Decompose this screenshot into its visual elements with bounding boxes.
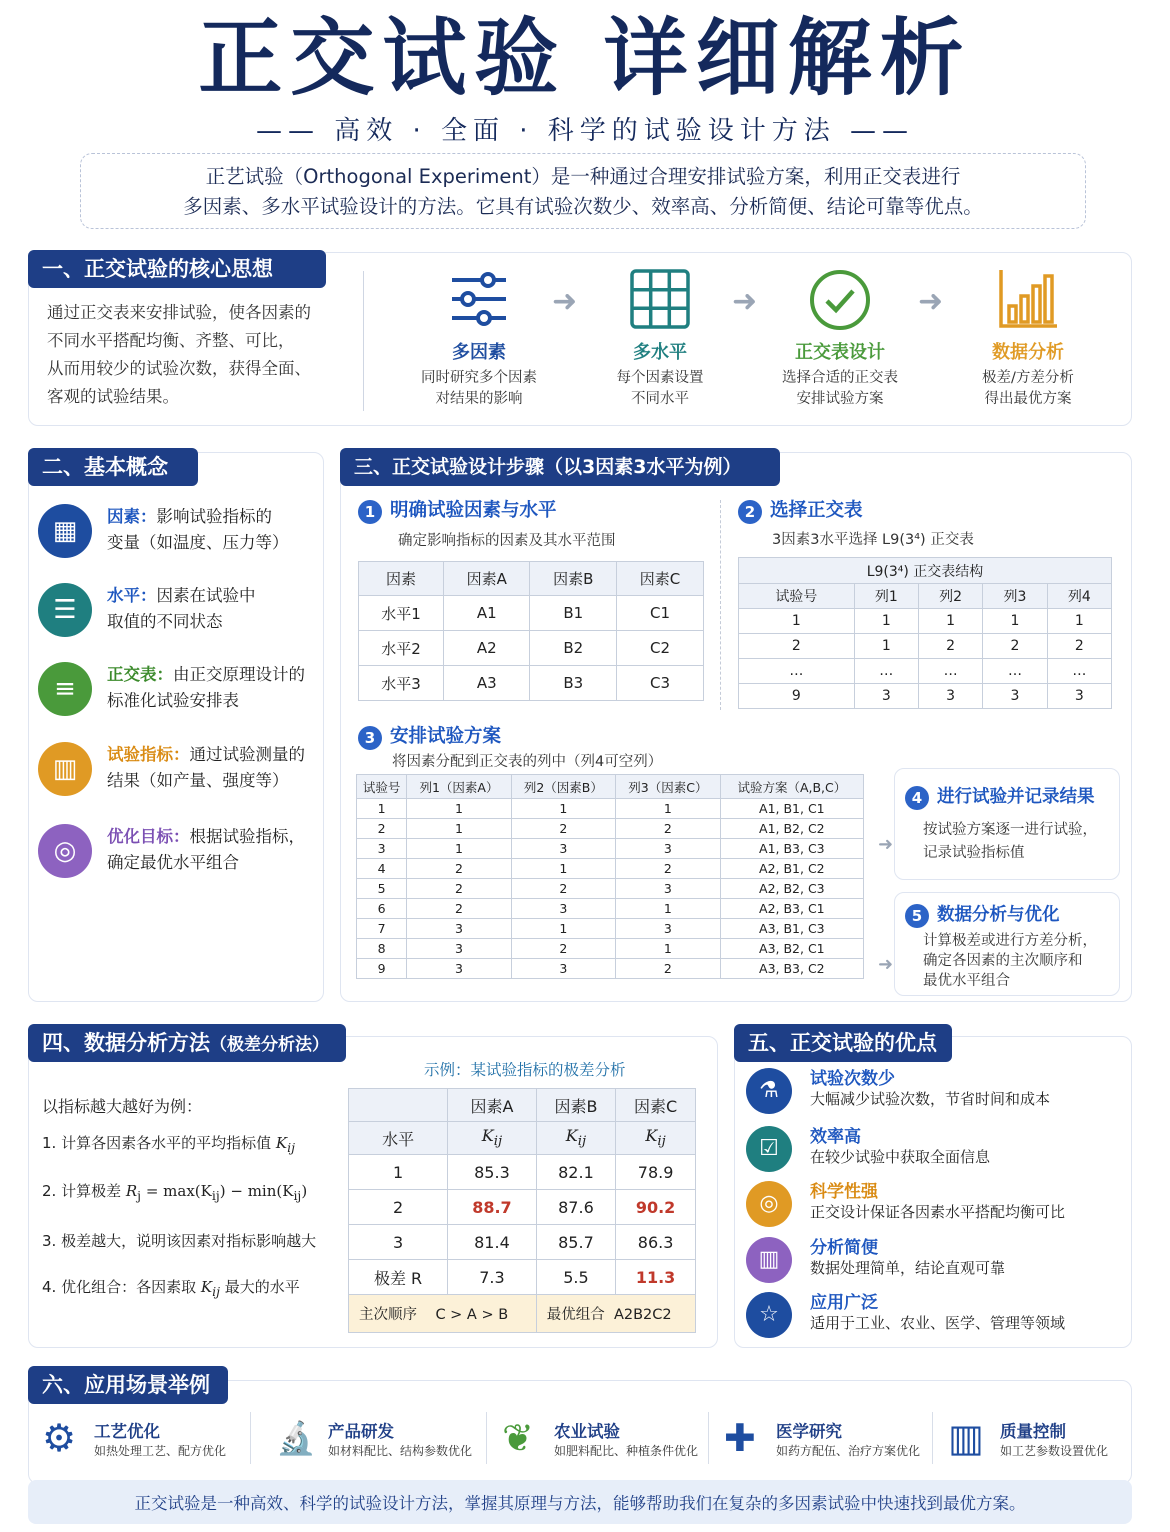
table-caption: L9(3⁴) 正交表结构 bbox=[739, 558, 1112, 584]
table-cell: A2, B3, C1 bbox=[720, 899, 863, 919]
math-symbol: R bbox=[125, 1182, 138, 1200]
table-cell: 2 bbox=[407, 879, 511, 899]
analysis-step-2: 2. 计算极差 $R_j = \max(K_{ij}) - \min(K_{ij})$ bbox=[42, 1182, 308, 1203]
table-cell: 1 bbox=[407, 819, 511, 839]
intro-box bbox=[80, 153, 1086, 229]
section-advantages bbox=[734, 1036, 1132, 1348]
section-heading bbox=[28, 1024, 346, 1062]
step-title: 明确试验因素与水平 bbox=[390, 500, 557, 521]
table-header: 列2 bbox=[918, 584, 982, 609]
table-cell-highlight: 88.7 bbox=[448, 1190, 537, 1225]
table-cell: 8 bbox=[357, 939, 407, 959]
table-cell: A2, B2, C3 bbox=[720, 879, 863, 899]
flow-step-desc: 对结果的影响 bbox=[435, 391, 523, 407]
application-medical bbox=[724, 1412, 924, 1472]
table-summary-row bbox=[349, 1295, 696, 1333]
concept-text: 取值的不同状态 bbox=[107, 612, 223, 631]
table-header: 因素C bbox=[617, 562, 704, 596]
list-icon: ≡ bbox=[38, 662, 92, 716]
table-cell: 3 bbox=[854, 684, 918, 709]
analysis-step-4 bbox=[42, 1276, 300, 1299]
table-cell: 2 bbox=[983, 634, 1047, 659]
gear-icon: ⚙ bbox=[42, 1416, 77, 1460]
section-heading: 六、应用场景举例 bbox=[28, 1366, 228, 1404]
advantage-desc: 数据处理简单，结论直观可靠 bbox=[810, 1259, 1006, 1277]
table-cell: 3 bbox=[616, 879, 721, 899]
math-subscript: ij bbox=[287, 1140, 295, 1155]
summary-value: C > A > B bbox=[435, 1307, 509, 1323]
table-row bbox=[359, 631, 704, 666]
math-symbol: K bbox=[200, 1278, 213, 1296]
concept-text: 标准化试验安排表 bbox=[107, 691, 239, 710]
step-desc: 确定影响指标的因素及其水平范围 bbox=[398, 533, 616, 549]
step4-card bbox=[894, 768, 1120, 880]
concept-key: 试验指标： bbox=[107, 745, 190, 764]
divider bbox=[250, 1412, 251, 1464]
table-cell: 3 bbox=[407, 959, 511, 979]
advantage-desc: 在较少试验中获取全面信息 bbox=[810, 1148, 991, 1166]
table-cell: 1 bbox=[616, 899, 721, 919]
core-idea-line: 不同水平搭配均衡、齐整、可比， bbox=[47, 331, 295, 350]
section-heading-text: 四、数据分析方法 bbox=[42, 1031, 210, 1055]
arrow-icon: ➜ bbox=[732, 284, 758, 319]
math-subscript: j bbox=[137, 1188, 142, 1203]
microscope-icon: 🔬 bbox=[276, 1419, 316, 1457]
advantage-desc: 适用于工业、农业、医学、管理等领域 bbox=[810, 1314, 1066, 1332]
flow-step-label: 多因素 bbox=[452, 342, 506, 363]
concept-text: 由正交原理设计的 bbox=[173, 665, 305, 684]
medical-kit-icon: ✚ bbox=[724, 1416, 756, 1460]
divider bbox=[720, 500, 721, 710]
arrow-icon: ➜ bbox=[918, 284, 944, 319]
table-cell: 极差 R bbox=[349, 1260, 448, 1295]
table-cell: 2 bbox=[918, 634, 982, 659]
plant-icon: ❦ bbox=[502, 1416, 534, 1460]
divider bbox=[932, 1412, 933, 1464]
analysis-step-text: 最大的水平 bbox=[224, 1278, 300, 1296]
analysis-step-text: 4. 优化组合：各因素取 bbox=[42, 1278, 197, 1296]
table-row bbox=[357, 839, 864, 859]
concept-orthogonal-table bbox=[38, 662, 323, 722]
step-desc: 计算极差或进行方差分析， bbox=[923, 933, 1097, 949]
table-row bbox=[357, 959, 864, 979]
table-cell: C1 bbox=[617, 596, 704, 631]
advantage-title: 试验次数少 bbox=[810, 1069, 895, 1089]
table-cell: 3 bbox=[511, 839, 615, 859]
table-cell: … bbox=[1047, 659, 1111, 684]
table-cell: 1 bbox=[349, 1155, 448, 1190]
star-icon: ☆ bbox=[746, 1292, 792, 1338]
table-row bbox=[359, 666, 704, 701]
flow-step-desc: 不同水平 bbox=[631, 391, 689, 407]
flow-step-orthogonal-design bbox=[755, 268, 925, 410]
core-idea-line: 从而用较少的试验次数，获得全面、 bbox=[47, 359, 311, 378]
table-header: 试验号 bbox=[739, 584, 855, 609]
table-cell: 3 bbox=[1047, 684, 1111, 709]
step-desc: 按试验方案逐一进行试验， bbox=[923, 822, 1097, 838]
concept-key: 正交表： bbox=[107, 665, 173, 684]
application-desc: 如药方配伍、治疗方案优化 bbox=[776, 1444, 921, 1458]
application-desc: 如工艺参数设置优化 bbox=[1000, 1444, 1109, 1458]
flow-step-label: 数据分析 bbox=[992, 342, 1064, 363]
experiment-plan-table bbox=[356, 774, 864, 979]
table-header bbox=[349, 1089, 448, 1122]
table-cell: A3, B3, C2 bbox=[720, 959, 863, 979]
target-icon: ◎ bbox=[38, 824, 92, 878]
application-title: 质量控制 bbox=[1000, 1422, 1066, 1441]
table-cell: 87.6 bbox=[536, 1190, 615, 1225]
table-cell: A3, B2, C1 bbox=[720, 939, 863, 959]
table-row bbox=[349, 1260, 696, 1295]
application-title: 医学研究 bbox=[776, 1422, 842, 1441]
analysis-step-text: 1. 计算各因素各水平的平均指标值 bbox=[42, 1134, 272, 1152]
table-cell: 86.3 bbox=[616, 1225, 696, 1260]
table-row bbox=[739, 684, 1112, 709]
arrow-icon: ➜ bbox=[878, 834, 894, 855]
section-heading: 二、基本概念 bbox=[28, 448, 198, 486]
table-header: 列2（因素B） bbox=[511, 775, 615, 799]
table-cell: A1, B1, C1 bbox=[720, 799, 863, 819]
intro-line-1: 正艺试验（Orthogonal Experiment）是一种通过合理安排试验方案，利用正交表进行 bbox=[205, 165, 961, 188]
math-text: = max(K bbox=[141, 1182, 212, 1200]
range-analysis-table: 因素A 因素B 因素C 水平 $K_{ij}$ $K_{ij}$ $K_{ij}$ 1 85.3 82.1 78.9 2 88.7 87.6 90.2 3 81.4 85.7 86.3 极差 R 7.3 5.5 11.3 主次顺序 C > A > B 最优组合 A2B2C2 bbox=[348, 1088, 696, 1333]
table-cell: 7 bbox=[357, 919, 407, 939]
table-cell: 3 bbox=[407, 939, 511, 959]
table-cell: 85.3 bbox=[448, 1155, 537, 1190]
table-header: 列3（因素C） bbox=[616, 775, 721, 799]
divider bbox=[363, 271, 364, 411]
concept-text: 影响试验指标的 bbox=[156, 507, 272, 526]
arrow-icon: ➜ bbox=[878, 954, 894, 975]
step-title: 数据分析与优化 bbox=[937, 905, 1060, 925]
flow-step-desc: 极差/方差分析 bbox=[982, 370, 1074, 386]
table-cell: 1 bbox=[854, 634, 918, 659]
table-cell: 2 bbox=[407, 899, 511, 919]
table-cell: … bbox=[918, 659, 982, 684]
table-cell: 2 bbox=[511, 879, 615, 899]
table-cell: C2 bbox=[617, 631, 704, 666]
level-icon: ☰ bbox=[38, 583, 92, 637]
application-desc: 如材料配比、结构参数优化 bbox=[328, 1444, 473, 1458]
analysis-step-3: 3. 极差越大，说明该因素对指标影响越大 bbox=[42, 1232, 317, 1250]
table-cell: … bbox=[854, 659, 918, 684]
sliders-icon bbox=[394, 268, 564, 334]
table-cell: 2 bbox=[739, 634, 855, 659]
flow-step-multi-factor bbox=[394, 268, 564, 410]
table-cell: 3 bbox=[407, 919, 511, 939]
table-header: 水平 bbox=[349, 1122, 448, 1155]
step-desc: 将因素分配到正交表的列中（列4可空列） bbox=[392, 754, 663, 770]
table-cell: B1 bbox=[530, 596, 617, 631]
concept-text: 确定最优水平组合 bbox=[107, 853, 239, 872]
table-row bbox=[357, 919, 864, 939]
table-cell: … bbox=[983, 659, 1047, 684]
table-cell: 9 bbox=[739, 684, 855, 709]
table-cell: 水平2 bbox=[359, 631, 444, 666]
table-row bbox=[739, 609, 1112, 634]
table-cell: 3 bbox=[357, 839, 407, 859]
page-subtitle: —— 高效 · 全面 · 科学的试验设计方法 —— bbox=[255, 116, 915, 146]
table-cell: 1 bbox=[1047, 609, 1111, 634]
application-title: 产品研发 bbox=[328, 1422, 394, 1441]
flow-step-desc: 安排试验方案 bbox=[796, 391, 884, 407]
application-desc: 如肥料配比、种植条件优化 bbox=[554, 1444, 699, 1458]
table-cell: 2 bbox=[407, 859, 511, 879]
table-cell: 9 bbox=[357, 959, 407, 979]
table-cell: 2 bbox=[616, 819, 721, 839]
chart-icon: ▥ bbox=[38, 742, 92, 796]
application-title: 农业试验 bbox=[554, 1422, 620, 1441]
concept-text: 通过试验测量的 bbox=[189, 745, 305, 764]
bar-chart-icon bbox=[943, 268, 1113, 334]
flow-step-multi-level bbox=[575, 268, 745, 410]
flow-step-desc: 选择合适的正交表 bbox=[782, 370, 898, 386]
table-cell: 1 bbox=[511, 799, 615, 819]
table-cell: 3 bbox=[511, 899, 615, 919]
analysis-lead: 以指标越大越好为例： bbox=[42, 1097, 203, 1116]
application-desc: 如热处理工艺、配方优化 bbox=[94, 1444, 227, 1458]
table-cell: 1 bbox=[983, 609, 1047, 634]
concept-level bbox=[38, 583, 323, 643]
arrow-icon: ➜ bbox=[552, 284, 578, 319]
section-heading: 五、正交试验的优点 bbox=[734, 1024, 952, 1062]
core-idea-line: 客观的试验结果。 bbox=[47, 387, 179, 406]
table-cell: 3 bbox=[983, 684, 1047, 709]
application-product-development bbox=[276, 1412, 476, 1472]
step-desc: 3因素3水平选择 L9(3⁴) 正交表 bbox=[772, 532, 974, 548]
checkbox-icon: ☑ bbox=[746, 1126, 792, 1172]
concept-key: 水平： bbox=[107, 586, 157, 605]
table-cell: 2 bbox=[349, 1190, 448, 1225]
table-cell: 1 bbox=[616, 939, 721, 959]
example-title: 示例：某试验指标的极差分析 bbox=[424, 1061, 626, 1079]
core-idea-line: 通过正交表来安排试验，使各因素的 bbox=[47, 303, 311, 322]
table-cell: B2 bbox=[530, 631, 617, 666]
concept-key: 优化目标： bbox=[107, 827, 190, 846]
table-row bbox=[349, 1155, 696, 1190]
table-cell-highlight: 11.3 bbox=[616, 1260, 696, 1295]
table-header: 因素 bbox=[359, 562, 444, 596]
concept-text: 变量（如温度、压力等） bbox=[107, 533, 289, 552]
l9-structure-table bbox=[738, 557, 1112, 709]
concept-factor bbox=[38, 504, 323, 564]
advantage-title: 应用广泛 bbox=[810, 1293, 878, 1313]
table-row bbox=[357, 899, 864, 919]
table-cell: 2 bbox=[357, 819, 407, 839]
chart-icon: ▥ bbox=[746, 1237, 792, 1283]
table-header: 因素A bbox=[448, 1089, 537, 1122]
table-cell: 3 bbox=[616, 839, 721, 859]
table-row bbox=[357, 799, 864, 819]
step-number: 4 bbox=[905, 786, 929, 810]
step-desc: 确定各因素的主次顺序和 bbox=[923, 953, 1083, 969]
flow-step-desc: 每个因素设置 bbox=[616, 370, 704, 386]
step1-header bbox=[358, 496, 557, 524]
table-cell-highlight: 90.2 bbox=[616, 1190, 696, 1225]
table-cell: 3 bbox=[511, 959, 615, 979]
divider bbox=[708, 1412, 709, 1464]
flow-step-label: 正交表设计 bbox=[795, 342, 885, 363]
application-quality-control bbox=[948, 1412, 1128, 1472]
step-number: 3 bbox=[358, 726, 382, 750]
table-cell: A2, B1, C2 bbox=[720, 859, 863, 879]
math-text: ) bbox=[301, 1182, 308, 1200]
math-text: ) − min(K bbox=[219, 1182, 294, 1200]
table-cell: 2 bbox=[616, 859, 721, 879]
step-desc: 记录试验指标值 bbox=[923, 845, 1025, 861]
summary-label: 最优组合 bbox=[546, 1307, 605, 1323]
analysis-step-text: 2. 计算极差 bbox=[42, 1182, 122, 1200]
table-cell: 1 bbox=[616, 799, 721, 819]
math-symbol: K bbox=[275, 1134, 288, 1152]
section-heading: 三、正交试验设计步骤（以3因素3水平为例） bbox=[340, 448, 780, 486]
concept-text: 根据试验指标， bbox=[189, 827, 305, 846]
analysis-step-1 bbox=[42, 1132, 295, 1155]
advantage-desc: 正交设计保证各因素水平搭配均衡可比 bbox=[810, 1203, 1066, 1221]
math-symbol: K bbox=[645, 1126, 658, 1146]
table-cell: 81.4 bbox=[448, 1225, 537, 1260]
table-cell: 1 bbox=[511, 919, 615, 939]
step-number: 2 bbox=[738, 500, 762, 524]
table-cell: 水平3 bbox=[359, 666, 444, 701]
table-row bbox=[357, 819, 864, 839]
table-row bbox=[349, 1225, 696, 1260]
step5-card bbox=[894, 892, 1120, 996]
step3-header bbox=[358, 722, 501, 750]
table-cell: 1 bbox=[854, 609, 918, 634]
advantage-desc: 大幅减少试验次数，节省时间和成本 bbox=[810, 1090, 1051, 1108]
table-cell: A1, B2, C2 bbox=[720, 819, 863, 839]
table-cell: 1 bbox=[407, 799, 511, 819]
flow-step-data-analysis bbox=[943, 268, 1113, 410]
table-row bbox=[739, 634, 1112, 659]
table-cell: 2 bbox=[616, 959, 721, 979]
table-cell: A3 bbox=[443, 666, 529, 701]
summary-value: A2B2C2 bbox=[613, 1307, 672, 1323]
table-cell: 水平1 bbox=[359, 596, 444, 631]
step-title: 安排试验方案 bbox=[390, 726, 502, 747]
table-cell: A1, B3, C3 bbox=[720, 839, 863, 859]
math-subscript: ij bbox=[212, 1284, 220, 1299]
table-row bbox=[739, 659, 1112, 684]
table-header: 列1 bbox=[854, 584, 918, 609]
table-cell: 78.9 bbox=[616, 1155, 696, 1190]
section-heading: 一、正交试验的核心思想 bbox=[28, 250, 326, 288]
table-cell: A3, B1, C3 bbox=[720, 919, 863, 939]
table-cell: 2 bbox=[511, 939, 615, 959]
grid-icon bbox=[575, 268, 745, 334]
table-cell: 4 bbox=[357, 859, 407, 879]
step-title: 选择正交表 bbox=[770, 500, 863, 521]
factor-level-table bbox=[358, 561, 704, 701]
flow-step-desc: 得出最优方案 bbox=[984, 391, 1072, 407]
table-cell: 6 bbox=[357, 899, 407, 919]
table-cell: 85.7 bbox=[536, 1225, 615, 1260]
summary-label: 主次顺序 bbox=[359, 1307, 417, 1323]
target-icon: ◎ bbox=[746, 1181, 792, 1227]
table-cell: 2 bbox=[1047, 634, 1111, 659]
table-header: 列1（因素A） bbox=[407, 775, 511, 799]
table-header: 因素A bbox=[443, 562, 529, 596]
concept-key: 因素： bbox=[107, 507, 157, 526]
table-cell: 3 bbox=[349, 1225, 448, 1260]
table-cell: B3 bbox=[530, 666, 617, 701]
table-cell: C3 bbox=[617, 666, 704, 701]
table-cell: 1 bbox=[918, 609, 982, 634]
step-number: 5 bbox=[905, 904, 929, 928]
table-cell: 2 bbox=[511, 819, 615, 839]
concept-indicator bbox=[38, 742, 323, 802]
application-agriculture bbox=[502, 1412, 702, 1472]
table-cell: 1 bbox=[511, 859, 615, 879]
table-header: 因素C bbox=[616, 1089, 696, 1122]
page-title: 正交试验 详细解析 bbox=[198, 9, 972, 107]
table-cell: 3 bbox=[918, 684, 982, 709]
divider bbox=[486, 1412, 487, 1464]
table-cell: 5 bbox=[357, 879, 407, 899]
math-symbol: K bbox=[565, 1126, 578, 1146]
table-row bbox=[357, 859, 864, 879]
concept-text: 结果（如产量、强度等） bbox=[107, 771, 289, 790]
table-cell: … bbox=[739, 659, 855, 684]
table-cell: A2 bbox=[443, 631, 529, 666]
table-cell: 1 bbox=[407, 839, 511, 859]
footer-text: 正交试验是一种高效、科学的试验设计方法，掌握其原理与方法，能够帮助我们在复杂的多因素试验中快速找到最优方案。 bbox=[134, 1494, 1026, 1513]
table-header: 试验方案（A,B,C） bbox=[720, 775, 863, 799]
flask-icon: ⚗ bbox=[746, 1068, 792, 1114]
table-row bbox=[357, 939, 864, 959]
check-circle-icon bbox=[755, 268, 925, 334]
table-cell: 1 bbox=[739, 609, 855, 634]
advantage-title: 分析简便 bbox=[810, 1238, 878, 1258]
table-row bbox=[357, 879, 864, 899]
concept-text: 因素在试验中 bbox=[156, 586, 256, 605]
table-cell: A1 bbox=[443, 596, 529, 631]
bar-chart-icon: ▥ bbox=[948, 1416, 984, 1460]
advantage-title: 科学性强 bbox=[810, 1182, 878, 1202]
table-cell: 82.1 bbox=[536, 1155, 615, 1190]
table-header: 因素B bbox=[530, 562, 617, 596]
table-cell: 3 bbox=[616, 919, 721, 939]
table-cell: 5.5 bbox=[536, 1260, 615, 1295]
table-cell: 7.3 bbox=[448, 1260, 537, 1295]
step2-header bbox=[738, 496, 863, 524]
intro-line-2: 多因素、多水平试验设计的方法。它具有试验次数少、效率高、分析简便、结论可靠等优点。 bbox=[183, 195, 983, 218]
table-row bbox=[359, 596, 704, 631]
flow-step-desc: 同时研究多个因素 bbox=[421, 370, 537, 386]
factor-icon: ▦ bbox=[38, 504, 92, 558]
application-process-optimization bbox=[42, 1412, 242, 1472]
section-heading-small: （极差分析法） bbox=[210, 1035, 329, 1055]
step-number: 1 bbox=[358, 500, 382, 524]
table-header: 试验号 bbox=[357, 775, 407, 799]
table-header: 因素B bbox=[536, 1089, 615, 1122]
math-symbol: K bbox=[481, 1126, 494, 1146]
flow-step-label: 多水平 bbox=[633, 342, 687, 363]
step-desc: 最优水平组合 bbox=[923, 973, 1010, 989]
table-header: 列4 bbox=[1047, 584, 1111, 609]
core-idea-text bbox=[47, 299, 347, 411]
concept-goal bbox=[38, 824, 323, 884]
table-row bbox=[349, 1190, 696, 1225]
advantage-title: 效率高 bbox=[810, 1127, 861, 1147]
table-cell: 1 bbox=[357, 799, 407, 819]
application-title: 工艺优化 bbox=[94, 1422, 160, 1441]
step-title: 进行试验并记录结果 bbox=[937, 787, 1095, 807]
table-header: 列3 bbox=[983, 584, 1047, 609]
